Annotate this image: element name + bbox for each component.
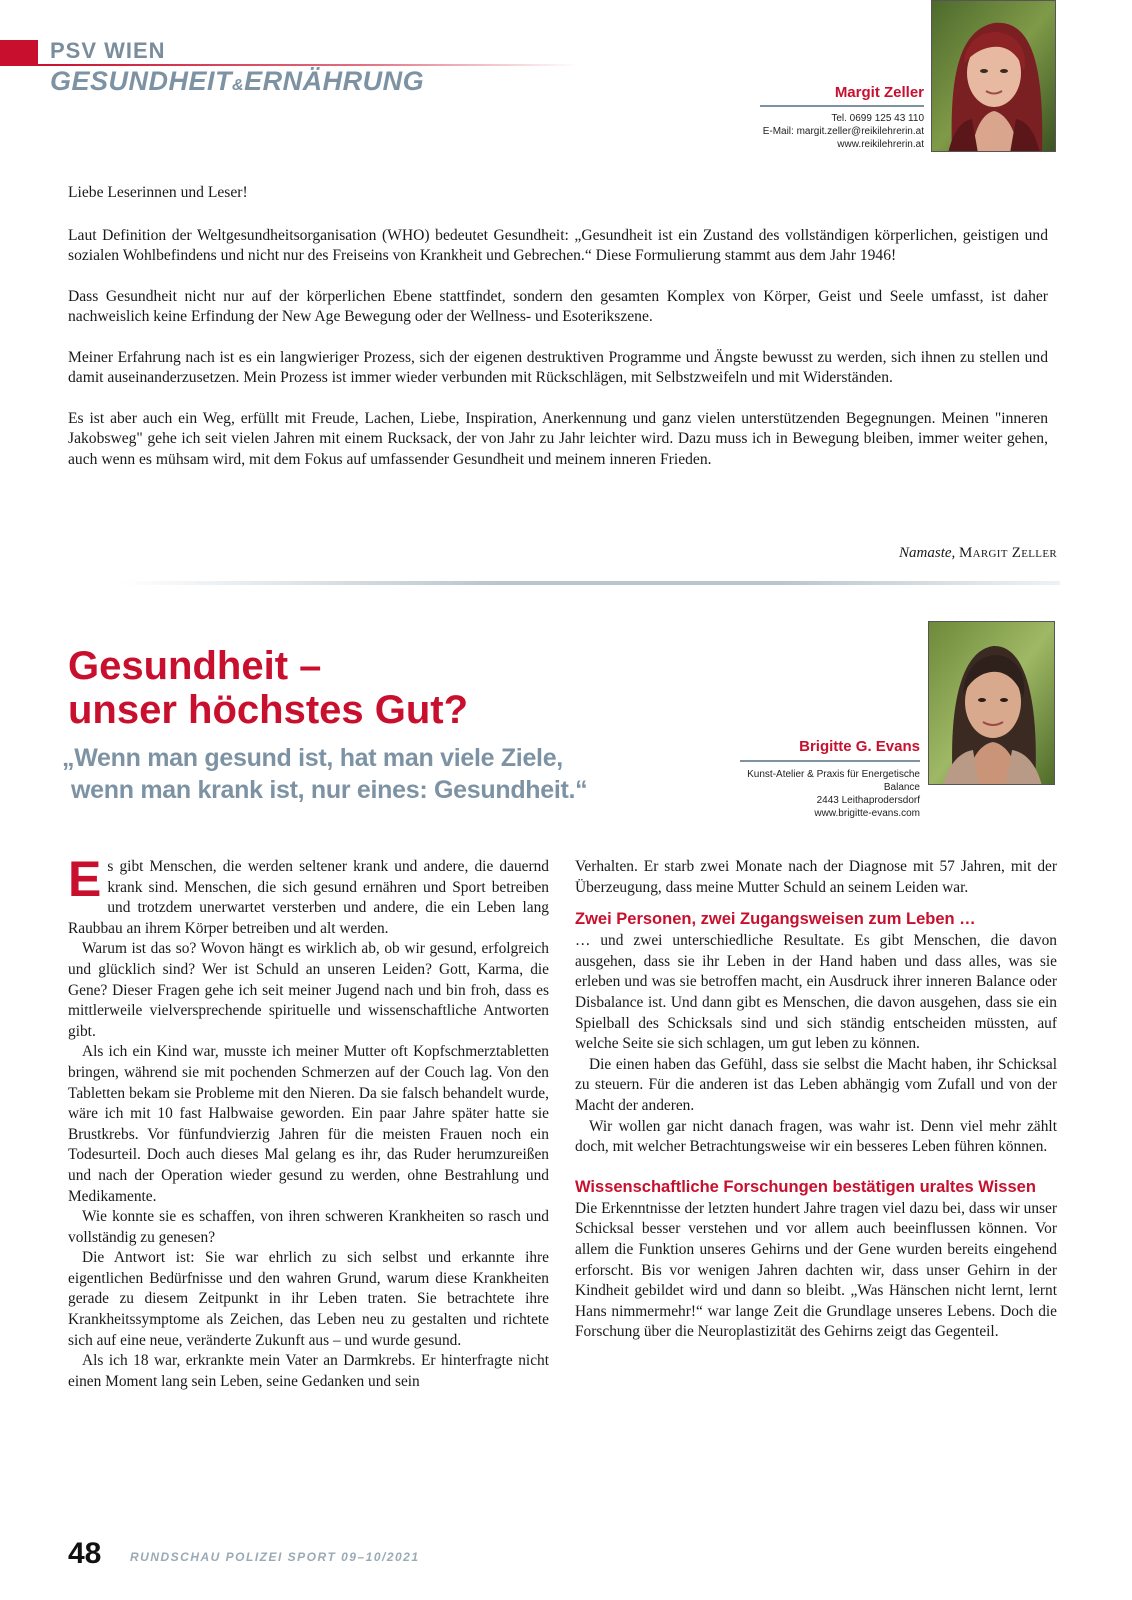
- editorial-letter: [68, 183, 1048, 490]
- article-paragraph: Verhalten. Er starb zwei Monate nach der Diagnose mit 57 Jahren, mit der Überzeugung, dass meine Mutter Schuld an seinem Leiden war.: [575, 858, 1057, 896]
- article-column-left: [68, 851, 549, 1392]
- article-subheading: Wissenschaftliche Forschungen bestätigen uraltes Wissen: [575, 1177, 1036, 1196]
- author-phone: Tel. 0699 125 43 110: [831, 113, 924, 124]
- section-color-block: [0, 40, 38, 66]
- section-label: PSV WIEN: [50, 38, 166, 63]
- article-paragraph: Warum ist das so? Wovon hängt es wirklich ab, ob wir gesund, erfolgreich und glücklich sind? Wer ist Schuld an unseren Leiden? Gott, Karma, die Gene? Dieser Fragen gehe ich seit meiner Jugend nach und bin froh, dass es mittlerweile vielversprechende spirituelle und wissenschaftliche Antworten gibt.: [68, 940, 549, 1040]
- article-subheading: Zwei Personen, zwei Zugangsweisen zum Leben …: [575, 910, 976, 929]
- author-rule: [740, 760, 920, 762]
- article-paragraph: Die Erkenntnisse der letzten hundert Jahre tragen viel dazu bei, dass wir unser Schicksal besser verstehen und vor allem auch beeinflussen können. Vor allem die Funktion unseres Gehirns und der Gene wurden bereits eingehend erforscht. Bis vor wenigen Jahren dachten wir, dass unser Gehirn in der Kindheit gebildet wird und dann so bleibt. „Was Hänschen nicht lernt, lernt Hans nimmermehr!“ war lange Zeit die Grundlage unseres Lebens. Doch die Forschung über die Neuroplastizität des Gehirns zeigt das Gegenteil.: [575, 1199, 1057, 1341]
- letter-paragraph: Meiner Erfahrung nach ist es ein langwieriger Prozess, sich der eigenen destruktiven Programme und Ängste bewusst zu werden, sich ihnen zu stellen und damit auseinanderzusetzen. Mein Prozess ist immer wieder verbunden mit Rückschlägen, mit Selbstzweifeln und mit Widerständen.: [68, 348, 1048, 386]
- article-paragraph: Die einen haben das Gefühl, dass sie selbst die Macht haben, ihr Schicksal zu steuern. Für die anderen ist das Leben abhängig vom Zufall und von der Macht der anderen.: [575, 1055, 1057, 1114]
- letter-greeting: Liebe Leserinnen und Leser!: [68, 184, 248, 201]
- author-website: www.brigitte-evans.com: [814, 808, 920, 819]
- author-rule: [760, 105, 924, 107]
- letter-signoff: [899, 545, 1057, 562]
- magazine-footer: RUNDSCHAU POLIZEI SPORT 09–10/2021: [130, 1550, 420, 1564]
- article-paragraph: Wie konnte sie es schaffen, von ihren schweren Krankheiten so rasch und vollständig zu genesen?: [68, 1208, 549, 1246]
- article-pull-quote: „Wenn man gesund ist, hat man viele Ziele, wenn man krank ist, nur eines: Gesundheit.“: [62, 744, 588, 804]
- portrait-image: [929, 622, 1055, 785]
- letter-paragraph: Laut Definition der Weltgesundheitsorganisation (WHO) bedeutet Gesundheit: „Gesundheit ist ein Zustand des vollständigen körperlichen, geistigen und sozialen Wohlbefindens und nicht nur des Freiseins von Krankheit und Gebrechen.“ Diese Formulierung stammt aus dem Jahr 1946!: [68, 226, 1048, 264]
- author-email: E-Mail: margit.zeller@reikilehrerin.at: [762, 126, 924, 137]
- page-number: 48: [68, 1537, 102, 1570]
- article-paragraph: Die Antwort ist: Sie war ehrlich zu sich selbst und erkannte ihre eigentlichen Bedürfnisse und den wahren Grund, warum diese Krankheiten gerade zu diesem Zeitpunkt in ihr Leben traten. Sie betrachtete ihre Krankheitssymptome als Zeichen, das Leben neu zu gestalten und richtete sich auf eine neue, veränderte Zukunft aus – und wurde gesund.: [68, 1249, 549, 1349]
- author-box-brigitte-evans: [710, 738, 920, 820]
- author-photo-margit-zeller: [931, 0, 1056, 152]
- author-website: www.reikilehrerin.at: [837, 139, 924, 150]
- letter-paragraph: Es ist aber auch ein Weg, erfüllt mit Freude, Lachen, Liebe, Inspiration, Anerkennung und ganz vielen unterstützenden Begegnungen. Meinen "inneren Jakobsweg" gehe ich seit vielen Jahren mit einem Rucksack, der von Jahr zu Jahr leichter wird. Dazu muss ich in Bewegung bleiben, immer weiter gehen, auch wenn es mühsam wird, mit dem Fokus auf umfassender Gesundheit und meinem inneren Frieden.: [68, 409, 1048, 468]
- article-paragraph: … und zwei unterschiedliche Resultate. Es gibt Menschen, die davon ausgehen, dass sie ihr Leben in der Hand haben und dass alles, was sie erleben und was sie betroffen macht, ein Ausdruck ihrer inneren Balance oder Disbalance ist. Und dann gibt es Menschen, die davon ausgehen, dass sie ein Spielball des Schicksals sind und sich ständig entscheiden müssten, auf welche Seite sie sich schlagen, um gut leben zu können.: [575, 932, 1057, 1053]
- portrait-image: [932, 1, 1056, 152]
- article-paragraph: Es gibt Menschen, die werden seltener krank und andere, die dauernd krank sind. Menschen, die sich gesund ernähren und Sport betreiben und trotzdem unerwartet versterben und andere, die ein Leben lang Raubbau an ihrem Körper betreiben und alt werden.: [68, 851, 549, 937]
- author-practice: Kunst-Atelier & Praxis für Energetische Balance: [747, 769, 920, 793]
- article-headline: Gesundheit – unser höchstes Gut?: [68, 644, 469, 732]
- signoff-word: Namaste,: [899, 545, 956, 561]
- letter-paragraph: Dass Gesundheit nicht nur auf der körperlichen Ebene stattfindet, sondern den gesamten Komplex von Körper, Geist und Seele umfasst, ist daher nachweislich keine Erfindung der New Age Bewegung oder der Wellness- und Esoterikszene.: [68, 287, 1048, 325]
- author-box-margit-zeller: [760, 84, 924, 151]
- author-address: 2443 Leithaprodersdorf: [816, 795, 920, 806]
- section-subtitle: GESUNDHEIT&ERNÄHRUNG: [50, 66, 425, 96]
- drop-cap: E: [68, 851, 102, 907]
- author-photo-brigitte-evans: [928, 621, 1055, 785]
- article-paragraph: Wir wollen gar nicht danach fragen, was wahr ist. Denn viel mehr zählt doch, mit welcher Betrachtungsweise wir ein besseres Leben führen können.: [575, 1117, 1057, 1156]
- author-name: Margit Zeller: [834, 84, 924, 101]
- signoff-name: Margit Zeller: [959, 545, 1057, 561]
- article-paragraph: Als ich 18 war, erkrankte mein Vater an Darmkrebs. Er hinterfragte nicht einen Moment lang sein Leben, seine Gedanken und sein: [68, 1352, 549, 1390]
- author-name: Brigitte G. Evans: [799, 738, 920, 755]
- article-paragraph: Als ich ein Kind war, musste ich meiner Mutter oft Kopfschmerztabletten bringen, während sie mit pochenden Schmerzen auf der Couch lag. Von den Tabletten bekam sie Probleme mit den Nieren. Da sie falsch behandelt wurde, wäre ich mit 10 fast Halbwaise geworden. Ein paar Jahre später hatte sie Brustkrebs. Vor fünfundvierzig Jahren für die meisten Frauen noch ein Todesurteil. Doch auch dieses Mal gelang es ihr, das Ruder herumzureißen und nach der Operation wieder gesund zu werden, ohne Bestrahlung und Medikamente.: [68, 1043, 549, 1205]
- section-divider: [120, 581, 1060, 585]
- article-column-right: [575, 857, 1057, 1343]
